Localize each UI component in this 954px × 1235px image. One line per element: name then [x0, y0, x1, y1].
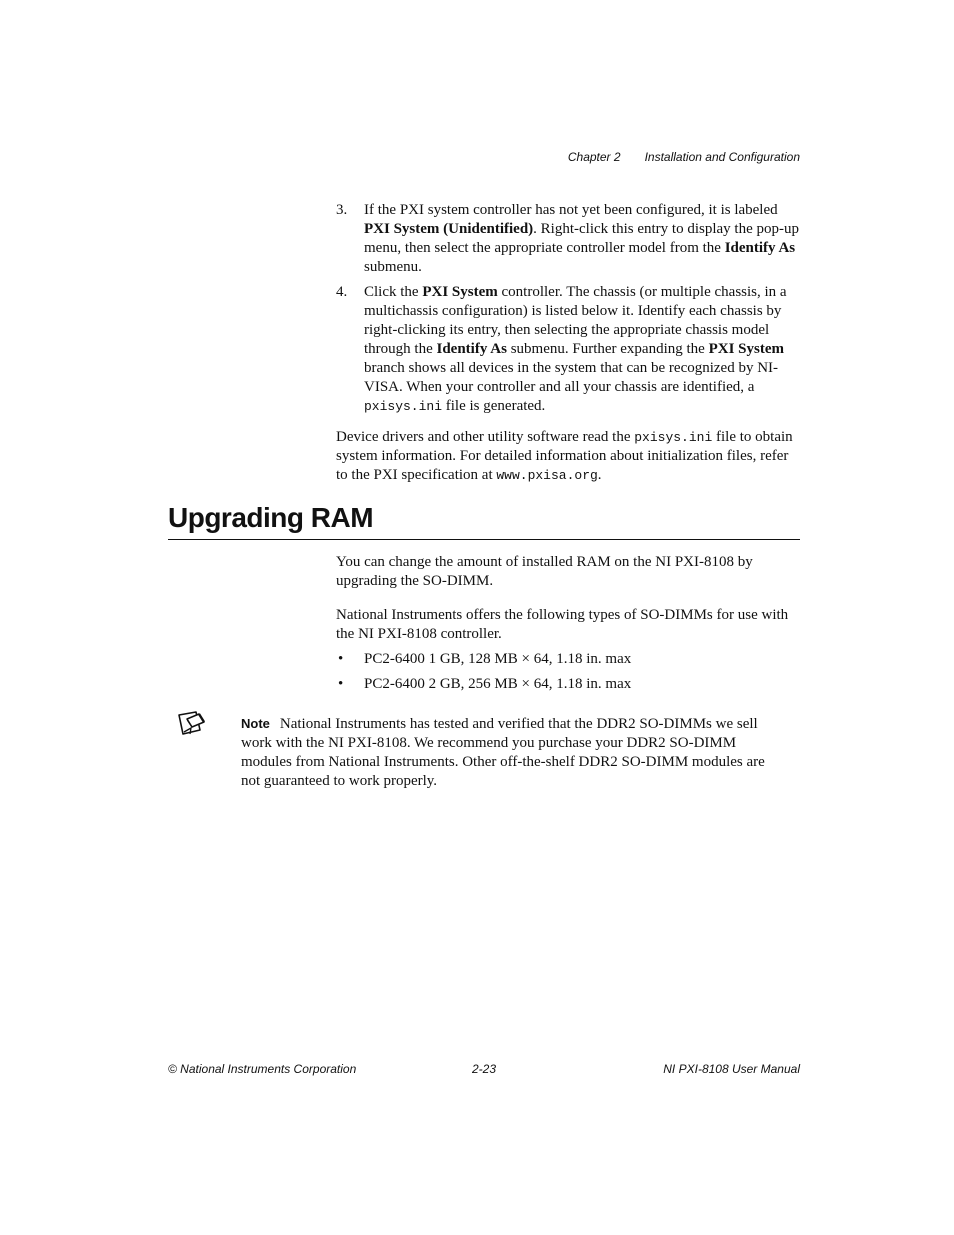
list-item: • PC2-6400 1 GB, 128 MB × 64, 1.18 in. max	[338, 651, 632, 667]
header-section: Installation and Configuration	[644, 150, 800, 164]
ui-term: PXI System	[708, 341, 784, 357]
list-item: • PC2-6400 2 GB, 256 MB × 64, 1.18 in. max	[338, 676, 632, 692]
bullet-mark: •	[338, 676, 344, 692]
heading-rule	[168, 539, 800, 540]
step-text: file is generated.	[442, 398, 546, 414]
footer-copyright: © National Instruments Corporation	[168, 1062, 357, 1076]
step-text: If the PXI system controller has not yet been configured, it is labeled	[364, 202, 778, 218]
step-text: Click the	[364, 284, 423, 300]
step-text: branch shows all devices in the system that can be recognized by NI-VISA. When your controller and all your chassis are identified, a	[364, 360, 779, 395]
running-header	[568, 150, 800, 164]
step-item	[336, 283, 800, 416]
sodimm-list	[336, 650, 800, 700]
section-title: Upgrading RAM	[168, 502, 374, 533]
ui-term: Identify As	[436, 341, 507, 357]
filename-code: pxisys.ini	[634, 430, 713, 445]
step-text: . Right-click this entry to display the pop-up menu, then select the appropriate controller model from the	[364, 221, 799, 256]
step-text: controller. The chassis (or multiple chassis, in a multichassis configuration) is listed below it. Identify each chassis by right-clicking its entry, then selecting the appropriate chassis model through the	[364, 284, 787, 357]
step-item	[336, 201, 800, 277]
note-pencil-icon	[176, 710, 206, 738]
steps-list	[336, 201, 800, 416]
note-text: National Instruments has tested and verified that the DDR2 SO-DIMMs we sell work with the NI PXI-8108. We recommend you purchase your DDR2 SO-DIMM modules from National Instruments. Other off-the-shelf DDR2 SO-DIMM modules are not guaranteed to work properly.	[241, 716, 765, 789]
step-number: 3.	[336, 202, 348, 218]
note-block	[241, 714, 787, 791]
offers-paragraph: National Instruments offers the following types of SO-DIMMs for use with the NI PXI-8108 controller.	[336, 607, 789, 642]
ui-term: Identify As	[724, 240, 796, 256]
drivers-paragraph: Device drivers and other utility software read the pxisys.ini file to obtain system information. For detailed information about initialization files, refer to the PXI specification at www.pxisa.org.	[336, 429, 793, 483]
url-code: www.pxisa.org	[496, 468, 598, 483]
bullet-mark: •	[338, 651, 344, 667]
step-text: submenu.	[364, 259, 422, 275]
step-text: submenu. Further expanding the	[506, 341, 709, 357]
ui-term: PXI System	[422, 284, 498, 300]
intro-paragraph: You can change the amount of installed RAM on the NI PXI-8108 by upgrading the SO-DIMM.	[336, 554, 753, 589]
ui-term: PXI System (Unidentified)	[364, 221, 534, 237]
note-label: Note	[241, 716, 270, 731]
footer-page-number: 2-23	[472, 1062, 497, 1076]
header-chapter: Chapter 2	[567, 150, 621, 164]
footer-manual-title: NI PXI-8108 User Manual	[663, 1062, 800, 1076]
filename-code: pxisys.ini	[364, 399, 443, 414]
step-number: 4.	[336, 284, 348, 300]
